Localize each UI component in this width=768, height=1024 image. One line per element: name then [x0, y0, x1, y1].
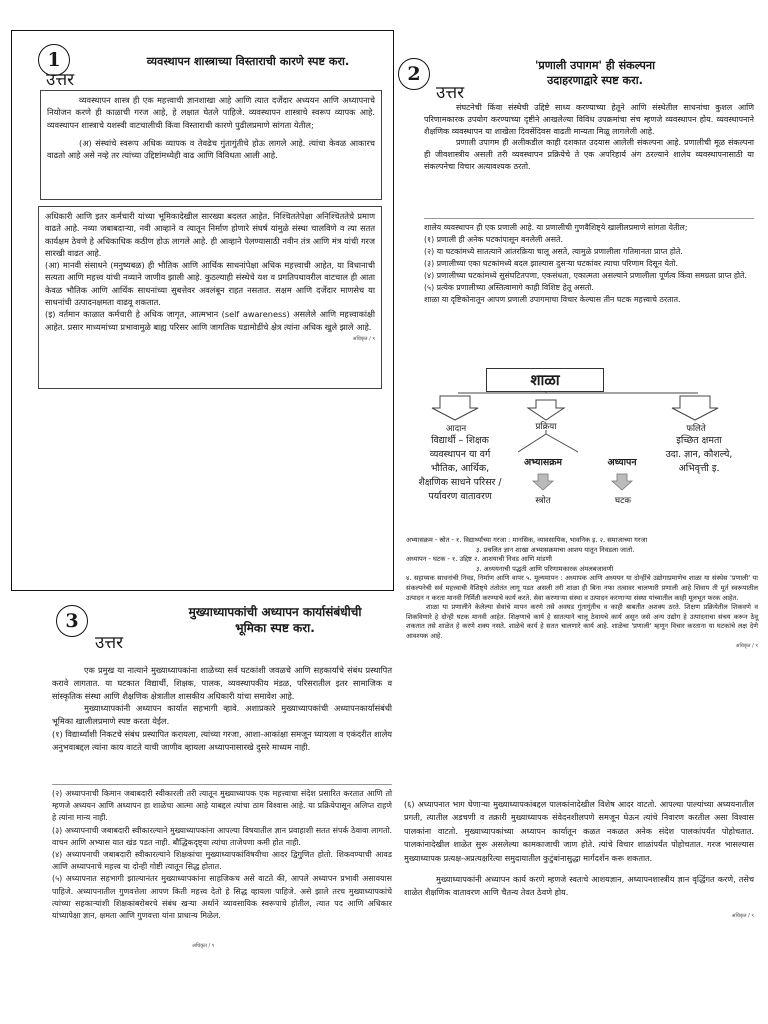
q1-intro-box [40, 90, 382, 200]
output-line: इच्छित क्षमता [676, 435, 722, 446]
q3-point: (४) अध्यापनाची जबाबदारी स्वीकारल्याने शिक्षकांचा मुख्याध्यापकांविषयीचा आदर द्विगुणित होतो. शिकवण्याची आवड आणि अध्यापनाचे महत्त्व या दोन्ही गोष्टी त्यातून सिद्ध होतात. [52, 850, 392, 872]
curriculum-label: अभ्यासक्रम [523, 457, 563, 468]
q3-conclusion: मुख्याध्यापकांनी अध्यापन कार्य करणे म्हणजे स्वतःचे आशयज्ञान, अध्यापनशास्त्रीय ज्ञान वृद्धिंगत करणे, तसेच शाळेत शैक्षणिक वातावरण आणि चैतन्य तेवत ठेवणे होय. [404, 874, 754, 898]
q2-note: शाळा या प्रणालीने केलेल्या सेवांचे मापन करणे तसे अवघड गुंतागुंतीच व काही बाबतीत अशक्य ठरते. शिक्षण प्रक्रियेतील शिकवणे व शिकविणारे हे दोन्ही घटक मानवी आहेत. शिक्षणाचे कार्य हे सातत्याने चालू ठेवायचे कार्य असून जसे अन्य उद्योग हे उत्पादनाचा संचय करून ठेवू शकतात तसे शाळेत हे करणे शक्य नसते. शाळेचे कार्य हे सतत चालणारे कार्य आहे. शाळेचा 'प्रणाली' म्हणून विचार करताना या घटकांचे लक्ष देणे आवश्यक आहे. [406, 603, 758, 640]
school-system-diagram [398, 360, 768, 532]
q1-question-title: व्यवस्थापन शास्त्राच्या विस्ताराची कारणे स्पष्ट करा. [146, 55, 350, 68]
q2-note: ४. सहाय्यक साधनांची निवड, निर्माण आणि वापर ५. मूल्यमापन : अध्यापक आणि अध्ययन या दोन्हींचे उद्योगाप्रमाणेच शाळा या संस्थेस 'प्रणाली' या संकल्पनेची सर्व महत्त्वाची वैशिष्ट्ये तंतोतंत लागू पडत असली तरी शाळा ही बिना नफा तत्वावर चालणारी प्रणाली आहे शिवाय ती मूर्त स्वरूपातील उत्पादन न करता मानवी निर्मिती करण्याचे कार्य करते. सेवा करणाऱ्या संस्था व उत्पादन करणाऱ्या संस्था यांच्यातील काही मूलभूत फरक आहेत. [406, 574, 758, 602]
q2-para2: प्रणाली उपागम ही अलीकडील काही दशकात उदयास आलेली संकल्पना आहे. प्रणालीची मूळ संकल्पना ही जीवशास्त्रीय असली तरी व्यवस्थापन प्रक्रियेचे ते एक अपरिहार्य अंग ठरल्याने शालेय व्यवस्थापनासाठी या संकल्पनेचा विचार अत्यावश्यक ठरतो. [424, 138, 754, 171]
q1-point-a: (अ) संस्थांचे स्वरूप अधिक व्यापक व तेवढेच गुंतागुंतीचे होऊ लागले आहे. त्यांचा केवळ आकारच वाढतो आहे असे नव्हे तर त्यांच्या उद्दिष्टांमध्येही वाढ आणि विविधता आली आहे. [47, 137, 375, 161]
q1-point-i: (इ) वर्तमान काळात कर्मचारी हे अधिक जागृत, आत्मभान (self awareness) असलेले आणि महत्त्वाकांक्षी आहेत. प्रसार माध्यमांच्या प्रभावामुळे बाह्य परिसर आणि जागतिक घडामोडींचे क्षेत्र त्यांना अधिक खुले झाले आहे. [45, 309, 375, 332]
q2-list-item: (२) या घटकांमध्ये सातत्याने आंतरक्रिया चालू असते, त्यामुळे प्रणालीला गतिमानता प्राप्त होते. [424, 247, 683, 256]
q2-list-item: (१) प्रणाली ही अनेक घटकांपासून बनलेली असते. [424, 235, 563, 244]
q1-roles-text: अधिकारी आणि इतर कर्मचारी यांच्या भूमिकादेखील सारख्या बदलत आहेत. निश्चिततेपेक्षा अनिश्चिततेचे प्रमाण वाढते आहे. नव्या जबाबदाऱ्या, नवी आव्हाने व त्यातून निर्माण होणारे संघर्ष यांमुळे संस्था चालविणे व त्या सतत कार्यक्षम ठेवणे हे अधिकाधिक कठीण होऊ लागले आहे. ही आव्हाने पेलण्यासाठी नवीन तंत्र आणि मंत्र यांची गरज सारखी वाढत आहे. [45, 211, 375, 258]
q3-right-column [404, 798, 754, 923]
q2-note: अभ्यासक्रम - स्रोत - १. विद्यार्थ्यांच्या गरजा : मानसिक, व्यावसायिक, भावनिक इ. २. समाजाच्या गरजा [406, 536, 648, 544]
q2-note: ३. अध्ययनाची पद्धती आणि परिणामकारक अंमलबजावणी [476, 564, 614, 573]
q3-uttar-label: उत्तर [95, 633, 124, 653]
q3-divider [52, 784, 392, 785]
input-line: विद्यार्थी – शिक्षक [431, 435, 489, 446]
q3-number: 3 [65, 610, 79, 632]
q2-features-list [424, 222, 754, 306]
q3-point: (२) अध्यापनाची किमान जबाबदारी स्वीकारली तरी त्यातून मुख्याध्यापक एक महत्त्वाचा संदेश प्रसारित करतात आणि तो म्हणजे अध्ययन आणि अध्यापन हा शाळेचा आत्मा आहे याबद्दल त्यांचा ठाम विश्वास आहे. या प्रक्रियेपासून अलिप्त राहणे हे त्यांना मान्य नाही. [52, 789, 392, 823]
q2-list-item: (३) प्रणालीच्या एका घटकांमध्ये बदल झाल्यास दुसऱ्या घटकांवर त्याचा परिणाम दिसून येतो. [424, 259, 678, 268]
input-line: व्यवस्थापन या वर्ग [429, 449, 491, 460]
q1-points-box [38, 206, 382, 389]
input-label: आदान [445, 424, 467, 434]
process-label: प्रक्रिया [535, 422, 557, 432]
q2-list-intro: शालेय व्यवस्थापन ही एक प्रणाली आहे. या प्रणालीची गुणवैशिष्ट्ये खालीलप्रमाणे सांगता येतील; [424, 223, 688, 232]
q1-page-number: अधिकृत / ९ [352, 335, 375, 342]
input-line: पर्यावरण वातावरण [428, 491, 492, 502]
q3-title-line1: मुख्याध्यापकांची अध्यापन कार्यासंबंधीची [188, 605, 362, 619]
q2-number: 2 [407, 63, 421, 85]
q2-number-badge [398, 58, 430, 90]
q1-number: 1 [47, 49, 61, 71]
q3-point: (५) अध्यापनात सहभागी झाल्यानंतर मुख्याध्यापकांना साहजिकच असे वाटते की, आपले अध्यापन प्रभावी असावयास पाहिजे. अध्यापनातील गुणवत्तेला आपण किती महत्त्व देतो हे सिद्ध व्हायला पाहिजे. असे झाले तरच मुख्याध्यापकांचे त्यांच्या सहकाऱ्यांशी शिक्षकांबरोबरचे संबंध खऱ्या अर्थाने व्यावसायिक स्वरूपाचे होतील, त्यात पद आणि अधिकार यांच्यापेक्षा ज्ञान, क्षमता आणि गुणवत्ता यांना प्राधान्य मिळेल. [52, 874, 392, 921]
q2-question-title [480, 58, 710, 88]
q2-divider [424, 218, 754, 219]
curriculum-source-label: स्त्रोत [535, 496, 551, 506]
q2-note: अध्यापन - घटक - १. उद्दिष्ट २. आशयाची निवड आणि मांडणी [406, 555, 552, 564]
output-line: उदा. ज्ञान, कौशल्ये, [665, 449, 733, 460]
q2-title-line1: 'प्रणाली उपागम' ही संकल्पना [535, 59, 655, 72]
q2-list-item: (४) प्रणालीच्या घटकांमध्ये सुसंघटितपणा, एकसंधता, एकात्मता असल्याने प्रणालीला पूर्णत्व किंवा समग्रता प्राप्त होते. [424, 271, 747, 280]
process-arrow [528, 400, 564, 420]
teaching-arrow [612, 474, 632, 490]
q1-point-aa: (आ) मानवी संसाधने (मनुष्यबळ) ही भौतिक आणि आर्थिक साधनांपेक्षा अधिक महत्त्वाची आहेत, या विधानाची सत्यता आणि महत्त्व यांची नव्याने जाणीव झाली आहे. कुठल्याही संस्थेचे यश व प्रगतिपथावरील वाटचाल ही आता केवळ भौतिक आणि आर्थिक साधनांच्या सुबत्तेवर अवलंबून राहत नसतात. सक्षम आणि दर्जेदार माणसेच या साधनांची उत्पादनक्षमता वाढवू शकतात. [45, 260, 375, 308]
teaching-label: अध्यापन [607, 457, 637, 468]
q3-page-number-right: अधिकृत / ९ [731, 912, 754, 919]
diagram-head-box [486, 368, 604, 392]
q1-uttar-label: उत्तर [46, 70, 75, 90]
q3-title-line2: भूमिका स्पष्ट करा. [235, 621, 315, 635]
q3-point-1: (१) विद्यार्थ्यांशी निकटचे संबंध प्रस्थापित करायला, त्यांच्या गरजा, आशा-आकांक्षा समजून घ्यायला व एकंदरीत शालेय अनुभवाबद्दल त्यांना काय वाटते याची जाणीव व्हायला अध्यापनासारखे दुसरे माध्यम नाही. [52, 728, 392, 752]
teaching-component-label: घटक [614, 496, 631, 506]
q1-intro-text: व्यवस्थापन शास्त्र ही एक महत्त्वाची ज्ञानशाखा आहे आणि त्यात दर्जेदार अध्ययन आणि अध्यापनाचे नियोजन करणे ही काळाची गरज आहे, हे लक्षात घेतले पाहिजे. व्यवस्थापन शास्त्राचे स्वरूप व्यापक आहे. व्यवस्थापन शास्त्राचे यशस्वी वाटचालीची किंवा विस्ताराची कारणे पुढीलप्रमाणे सांगता येतील; [47, 95, 375, 130]
q3-left-column [52, 788, 392, 952]
q3-point: (६) अध्यापनात भाग घेणाऱ्या मुख्याध्यापकांबद्दल पालकांनादेखील विशेष आदर वाटतो. आपल्या पाल्यांच्या अध्ययनातील प्रगती, त्यातील अडचणी व तक्रारी मुख्याध्यापक संवेदनशीलपणे समजून घेऊन त्यांचे निवारण करतील असा विश्वास पालकांना वाटतो. मुख्याध्यापकांच्या अध्यापन कार्यातून कळत नकळत अनेक संदेश पालकांपर्यंत पोहोचतात. पालकांनादेखील शाळेत सुरू असलेल्या कामकाजाची जाण होते. त्यांचे विचार शाळांपर्यंत पोहोचतात. गरज भासल्यास मुख्याध्यापक प्रत्यक्ष-अप्रत्यक्षरित्या समुदायातील कुटुंबांनासुद्धा मार्गदर्शन करू शकतात. [404, 799, 754, 863]
q2-intro [424, 102, 754, 173]
q2-list-closing: शाळा या दृष्टिकोनातून आपण प्रणाली उपागमाचा विचार केल्यास तीन घटक महत्त्वाचे ठरतात. [424, 295, 681, 304]
output-items [644, 434, 754, 476]
input-arrow [432, 396, 478, 420]
diagram-head-text: शाळा [530, 371, 560, 389]
q3-intro [52, 664, 392, 754]
q2-uttar-label: उत्तर [436, 83, 465, 103]
q3-number-badge [56, 605, 88, 637]
q2-title-line2: उदाहरणाद्वारे स्पष्ट करा. [547, 74, 643, 87]
q2-para1: संघटनेची किंवा संस्थेची उद्दिष्टे साध्य करण्याच्या हेतूने आणि संस्थेतील साधनांचा कुशल आणि परिणामकारक उपयोग करण्याच्या दृष्टीने आखलेल्या विविध उपक्रमांचा संच म्हणजे व्यवस्थापन होय. व्यवस्थापनाने शैक्षणिक व्यवस्थापन या शाखेला दिवसेंदिवस वाढती मान्यता मिळू लागलेली आहे. [424, 103, 754, 136]
curriculum-arrow [533, 474, 553, 490]
q2-note: ३. प्रचलित ज्ञान शाखा अभ्यासक्रमाचा आशय यातून निवडला जातो. [476, 545, 635, 554]
output-line: अभिवृत्ती इ. [678, 463, 720, 474]
q2-list-item: (५) प्रत्येक प्रणालीच्या अस्तित्वामागे काही विशिष्ट हेतू असतो. [424, 283, 594, 292]
input-line: शैक्षणिक साधने परिसर / [418, 477, 502, 488]
q3-point: (३) अध्यापनाची जबाबदारी स्वीकारल्याने मुख्याध्यापकांना आपल्या विषयातील ज्ञान प्रवाहाशी सतत संपर्क ठेवावा लागतो. वाचन आणि अभ्यास यात खंड पडत नाही. बौद्धिकदृष्ट्या त्यांचा ताजेपणा कमी होत नाही. [52, 825, 392, 847]
q3-question-title [150, 604, 400, 636]
q2-notes [406, 536, 758, 651]
q3-page-number-left: अधिकृत / ९ [192, 943, 215, 950]
input-line: भौतिक, आर्थिक, [430, 463, 490, 474]
q3-para1: एक प्रमुख या नात्याने मुख्याध्यापकांना शाळेच्या सर्व घटकांशी जवळचे आणि सहकार्याचे संबंध प्रस्थापित करावे लागतात. या घटकात विद्यार्थी, शिक्षक, पालक, व्यवस्थापकीय मंडळ, परिसरातील इतर सामाजिक व सांस्कृतिक संस्था आणि शैक्षणिक क्षेत्रातील शासकीय अधिकारी यांचा समावेश आहे. [52, 665, 392, 701]
output-arrow [672, 396, 718, 420]
q3-para2: मुख्याध्यापकांनी अध्यापन कार्यात सहभागी व्हावे. अशाप्रकारे मुख्याध्यापकांची अध्यापनकार्यासंबंधी भूमिका खालीलप्रमाणे स्पष्ट करता येईल. [52, 703, 392, 727]
output-label: फलिते [686, 424, 706, 434]
q2-page-number: अधिकृत / ९ [735, 642, 758, 649]
